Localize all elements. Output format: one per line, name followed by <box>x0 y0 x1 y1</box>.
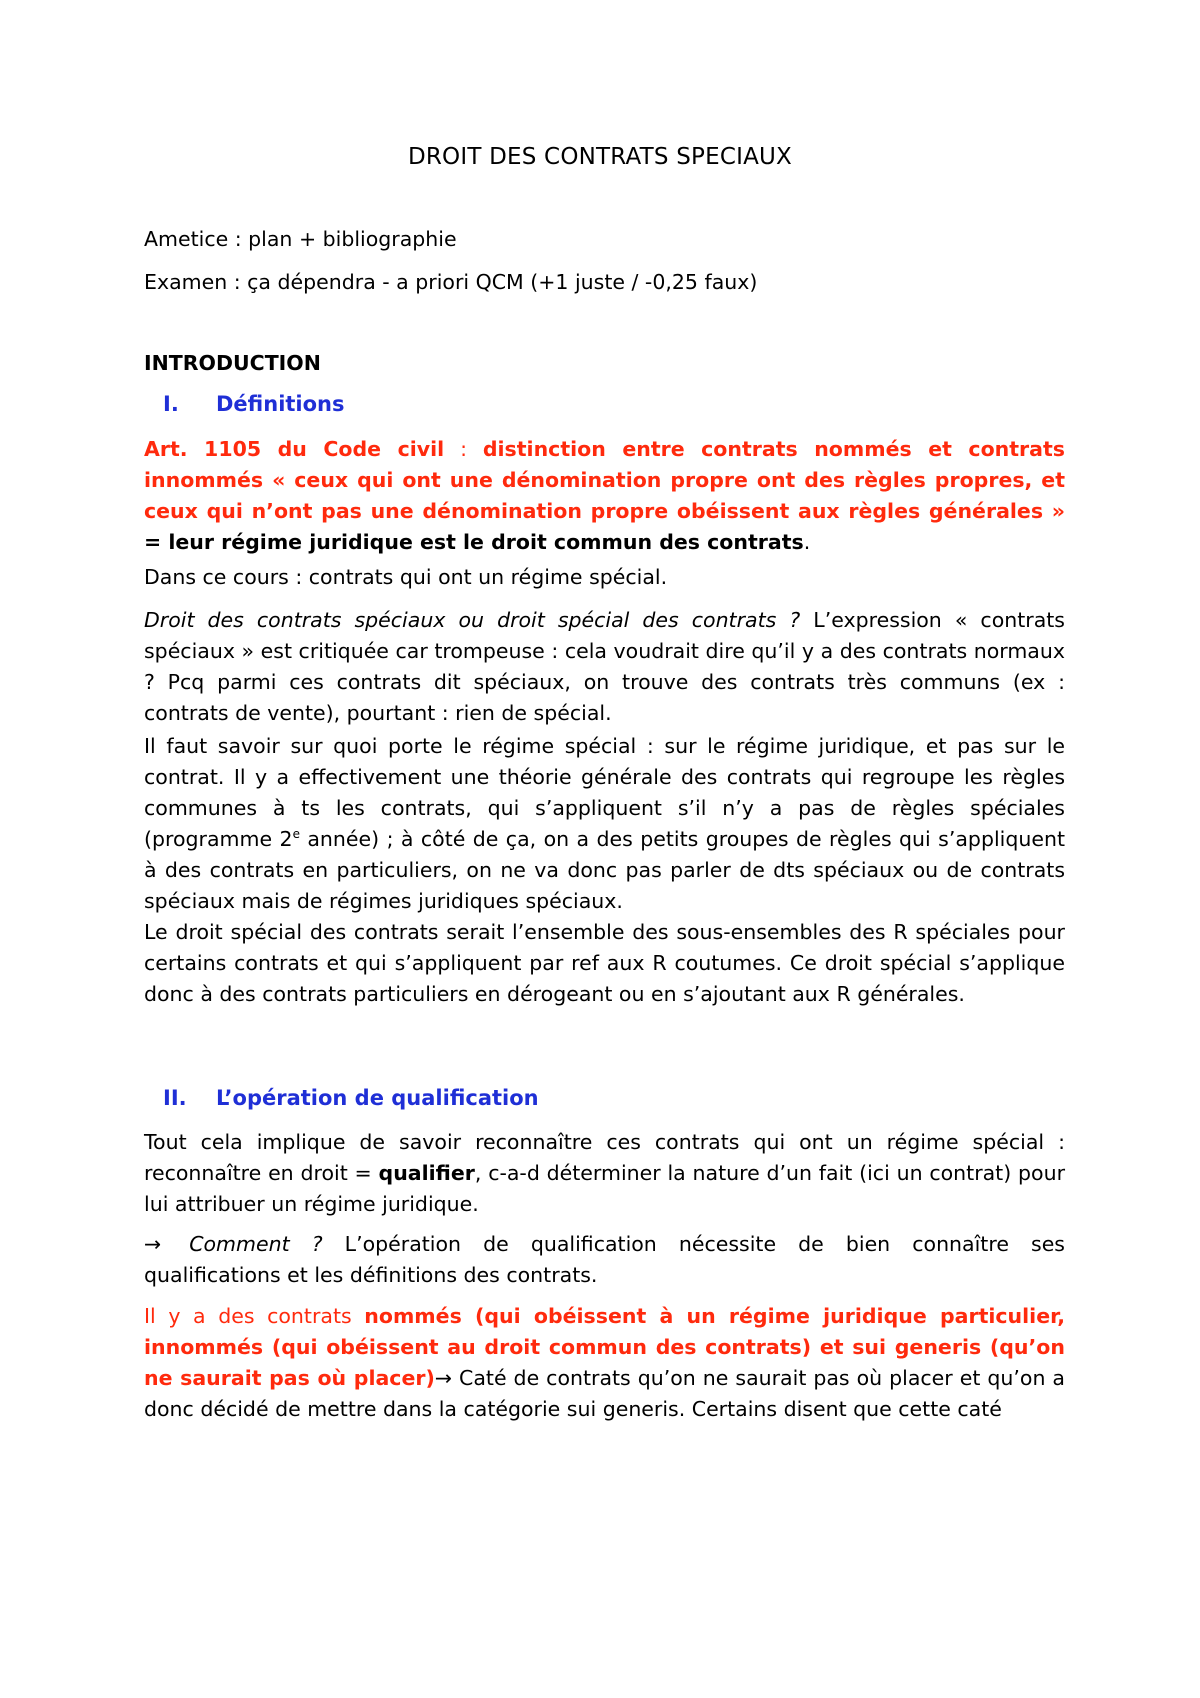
types-text-rest: Caté de contrats qu’on ne saurait pas où placer et qu’on a donc décidé de mettre dans la catégorie sui generis. Certains disent que cette caté <box>144 1366 1065 1421</box>
article-1105-paragraph <box>144 434 1065 558</box>
regime-superscript: e <box>292 827 300 842</box>
qualification-paragraph <box>144 1127 1065 1220</box>
droit-special-paragraph: Le droit spécial des contrats serait l’ensemble des sous-ensembles des R spéciales pour certains contrats et qui s’appliquent par ref aux R coutumes. Ce droit spécial s’applique donc à des contrats particuliers en dérogeant ou en s’ajoutant aux R générales. <box>144 920 1065 1006</box>
article-colon: : <box>444 437 483 461</box>
examen-line: Examen : ça dépendra - a priori QCM (+1 juste / -0,25 faux) <box>144 270 758 294</box>
section-1-title: Définitions <box>216 392 345 416</box>
comment-question: Comment ? <box>189 1232 323 1256</box>
document-title: DROIT DES CONTRATS SPECIAUX <box>407 144 793 170</box>
arrow-icon: → <box>434 1366 453 1390</box>
expression-question: Droit des contrats spéciaux ou droit spécial des contrats ? <box>144 608 801 632</box>
comment-text: L’opération de qualification nécessite de bien connaître ses qualifications et les définitions des contrats. <box>144 1232 1065 1287</box>
ametice-line: Ametice : plan + bibliographie <box>144 227 457 251</box>
section-2-number: II. <box>163 1086 187 1110</box>
regime-text-b: année) ; à côté de ça, on a des petits groupes de règles qui s’appliquent à des contrats en particuliers, on ne va donc pas parler de dts spéciaux ou de contrats spéciaux mais de régimes juridiques spéciaux. <box>144 827 1065 913</box>
qualification-text-b: , c-a-d déterminer la nature d’un fait (ici un contrat) pour lui attribuer un régime juridique. <box>144 1161 1065 1216</box>
types-text-a: Il y a des contrats <box>144 1304 365 1328</box>
article-equals: = <box>144 530 169 554</box>
qualifier-term: qualifier <box>378 1161 475 1185</box>
section-2-heading <box>163 1086 539 1110</box>
comment-paragraph <box>144 1229 1065 1291</box>
section-2-title: L’opération de qualification <box>216 1086 539 1110</box>
article-conclusion: leur régime juridique est le droit commun des contrats <box>168 530 804 554</box>
article-end: . <box>803 530 811 554</box>
expression-text: L’expression « contrats spéciaux » est critiquée car trompeuse : cela voudrait dire qu’il y a des contrats normaux ? Pcq parmi ces contrats dit spéciaux, on trouve des contrats très communs (ex : contrats de vente), pourtant : rien de spécial. <box>144 608 1065 725</box>
cours-paragraph: Dans ce cours : contrats qui ont un régime spécial. <box>144 565 668 589</box>
contract-types-paragraph <box>144 1301 1065 1425</box>
article-text: distinction entre contrats nommés et contrats innommés « ceux qui ont une dénomination propre ont des règles propres, et ceux qui n’ont pas une dénomination propre obéissent aux règles générales » <box>144 437 1065 523</box>
qualification-text-a: Tout cela implique de savoir reconnaître ces contrats qui ont un régime spécial : reconnaître en droit = <box>144 1130 1065 1185</box>
arrow-icon: → <box>144 1232 162 1256</box>
expression-paragraph <box>144 605 1065 729</box>
section-1-number: I. <box>163 392 179 416</box>
section-1-heading <box>163 392 345 416</box>
introduction-heading: INTRODUCTION <box>144 351 321 375</box>
regime-special-paragraph <box>144 731 1065 917</box>
article-label: Art. 1105 du Code civil <box>144 437 445 461</box>
regime-text-a: Il faut savoir sur quoi porte le régime spécial : sur le régime juridique, et pas sur le contrat. Il y a effectivement une théorie générale des contrats qui regroupe les règles communes à ts les contrats, qui s’appliquent s’il n’y a pas de règles spéciales (programme 2 <box>144 734 1065 851</box>
types-bold: nommés (qui obéissent à un régime juridique particulier, innommés (qui obéissent au droit commun des contrats) et sui generis (qu’on ne saurait pas où placer) <box>144 1304 1065 1390</box>
